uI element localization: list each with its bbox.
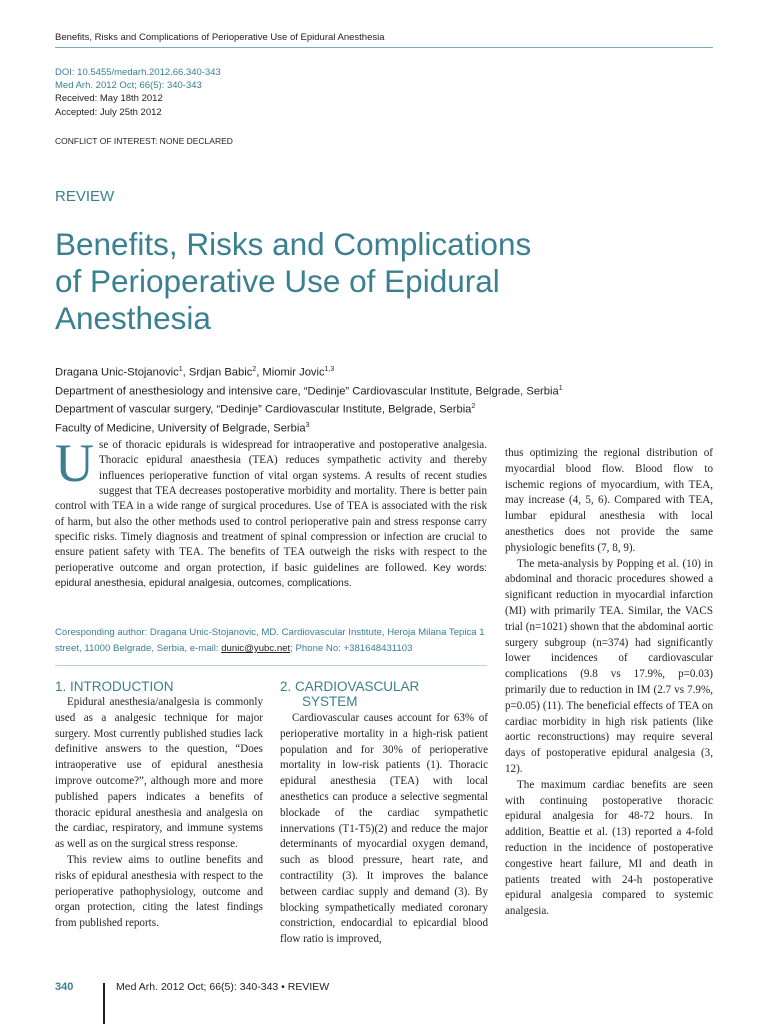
cardiovascular-column (280, 711, 488, 948)
paragraph: This review aims to outline benefits and risks of epidural anesthesia with respect to the perioperative pathophysiology, outcome and organ protection, citing the latest findings from published reports. (55, 853, 263, 930)
conflict-of-interest: CONFLICT OF INTEREST: NONE DECLARED (55, 136, 233, 146)
title-line: of Perioperative Use of Epidural (55, 263, 500, 299)
authors-block (55, 362, 715, 437)
footer-rule (103, 983, 105, 1024)
received-date: Received: May 18th 2012 (55, 93, 163, 105)
header-rule (55, 47, 713, 48)
affiliation: Department of anesthesiology and intensive care, “Dedinje” Cardiovascular Institute, Belgrade, Serbia$^1$ (55, 384, 563, 398)
journal-citation: Med Arh. 2012 Oct; 66(5): 340-343 (55, 80, 202, 92)
footer-citation: Med Arh. 2012 Oct; 66(5): 340-343 • REVIEW (116, 981, 330, 993)
paragraph: The maximum cardiac benefits are seen with continuing postoperative thoracic epidural analgesia for 48-72 hours. In addition, Beattie et al. (13) reported a 4-fold reduction in the incidence of postoperative congestive heart failure, MI and death in patients treated with 24-h postoperative epidural analgesia compared to systemic analgesia. (505, 778, 713, 918)
affiliation: Department of vascular surgery, “Dedinje” Cardiovascular Institute, Belgrade, Serbia$^2$ (55, 403, 476, 417)
author-name: , Miomir Jovic (256, 366, 325, 379)
correspondence (55, 625, 487, 657)
introduction-heading: 1. INTRODUCTION (55, 679, 174, 694)
author-list (55, 362, 715, 381)
article-meta (55, 66, 221, 119)
paragraph: thus optimizing the regional distribution of myocardial blood flow. Blood flow to ischemic regions of myocardium, with TEA, may increase (4, 5, 6). Compared with TEA, lumbar epidural anesthesia with local anesthetics does not provide the same physiologic benefits (7, 8, 9). (505, 447, 713, 554)
email-link[interactable]: dunic@yubc.net (221, 643, 291, 654)
keywords: Key words: epidural anesthesia, epidural analgesia, outcomes, complications. (55, 562, 488, 590)
author-name: , Srdjan Babic (182, 366, 253, 379)
author-name: Dragana Unic-Stojanovic (55, 366, 179, 379)
article-type: REVIEW (55, 188, 115, 205)
author-sup: 1,3 (324, 366, 335, 373)
running-head: Benefits, Risks and Complications of Perioperative Use of Epidural Anesthesia (55, 32, 385, 43)
author-sup: 2 (252, 366, 257, 373)
article-title (55, 226, 695, 337)
paragraph: The meta-analysis by Popping et al. (10) in abdominal and thoracic procedures showed a significant reduction in myocardial infarction (MI) with primarily TEA. Similar, the VACS trial (n=1021) shown that the abdominal aortic surgery subgroup (n=374) had significantly lower incidences of cardiovascular complications (9.8 vs 17.9%, p=0.03) primarily due to reduction in IM (2.7 vs 7.9%, p=0.05) (11). The beneficial effects of TEA on cardiac morbidity in high risk patients (like aortic reconstructions) may require several days of postoperative epidural analgesia (3, 12). (505, 557, 713, 775)
affiliation: Faculty of Medicine, University of Belgrade, Serbia$^3$ (55, 422, 310, 435)
abstract (55, 433, 488, 591)
title-line: Anesthesia (55, 300, 211, 336)
doi[interactable]: DOI: 10.5455/medarh.2012.66.340-343 (55, 67, 221, 78)
cardiovascular-column-continued (505, 446, 713, 920)
accepted-date: Accepted: July 25th 2012 (55, 106, 162, 118)
paragraph: Cardiovascular causes account for 63% of perioperative mortality in a high-risk patient population and for 30% of perioperative mortality in low-risk patients (1). Thoracic epidural anesthesia (TEA) with local anesthetics can produce a selective segmental blockade of the cardiac sympathetic innervations (T1-T5)(2) and reduce the major determinants of myocardial oxygen demand, such as blood pressure, heart rate, and contractility (3). It improves the balance between cardiac supply and demand (3). By blocking sympathetically mediated coronary constriction, endocardial to epicardial blood flow ratio is improved, (280, 712, 488, 946)
correspondence-line: street, 11000 Belgrade, Serbia, e-mail: dunic@yubc.net; Phone No: +381648431103 (55, 643, 413, 654)
abstract-text: se of thoracic epidurals is widespread for intraoperative and postoperative analgesia. Thoracic epidural anaesthesia (TEA) reduces sympathetic activity and thereby influences perioperative function of vital organ systems. A results of recent studies suggest that TEA decreases postoperative morbidity and mortality. There is better pain control with TEA in a wide range of surgical procedures. Use of TEA is associated with the risk of harm, but also the other methods used to control perioperative pain and stress response carry specific risks. Timely diagnosis and treatment of spinal compression or infection are crucial to ensure patient safety with TEA. The benefits of TEA outweigh the risks with respect to the perioperative outcome and organ protection, if basic guidelines are followed. (55, 439, 487, 574)
title-line: Benefits, Risks and Complications (55, 226, 532, 262)
page-number: 340 (55, 981, 74, 993)
drop-cap: U (55, 433, 94, 493)
cardiovascular-heading: 2. CARDIOVASCULAR SYSTEM (280, 679, 420, 709)
divider (55, 665, 487, 666)
correspondence-line: Coresponding author: Dragana Unic-Stojanovic, MD. Cardiovascular Institute, Heroja Milana Tepica 1 (55, 627, 485, 638)
paragraph: Epidural anesthesia/analgesia is commonly used as a analgesic technique for major surgery. Most currently published studies lack definitive answers to the question, “Does intraoperative use of epidural anesthesia improve outcome?”, although more and more published papers indicates a benefits of thoracic epidural anesthesia and analgesia on the cardiac, respiratory, and immune systems as well as on the surgical stress response. (55, 696, 263, 851)
introduction-column (55, 695, 263, 932)
author-sup: 1 (178, 366, 183, 373)
